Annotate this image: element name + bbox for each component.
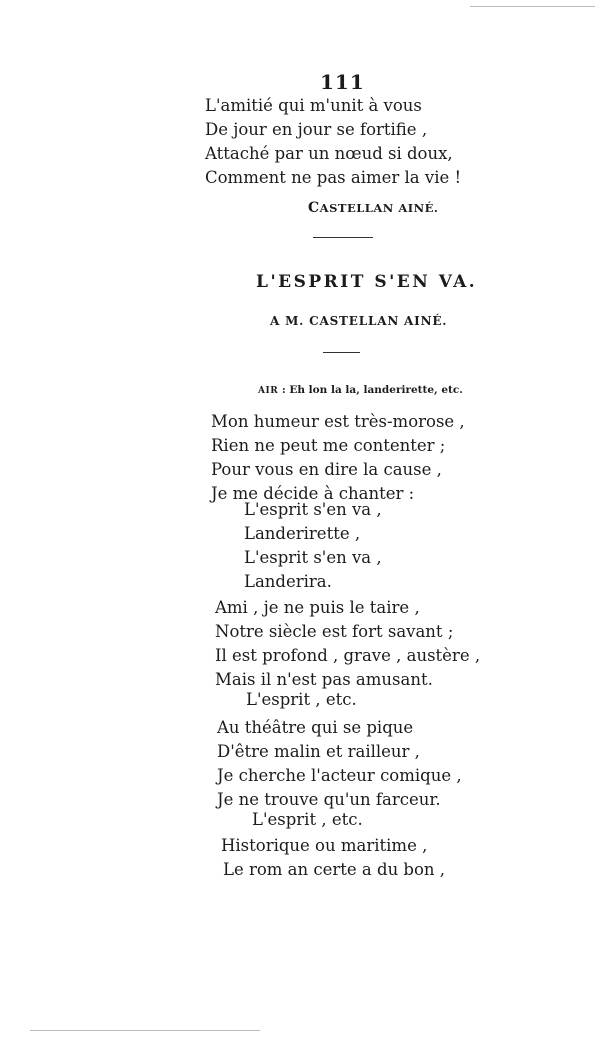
prev-song-author [308,200,438,216]
author-initial: C [308,200,320,216]
author-rest: ASTELLAN AINÉ. [319,201,439,215]
scan-edge-mark-bottom [30,1030,260,1031]
song-title: L'ESPRIT S'EN VA. [256,272,478,292]
refrain-line: Landerirette , [244,524,361,543]
verse-line: Le rom an certe a du bon , [223,860,446,879]
verse-line: Je ne trouve qu'un farceur. [217,790,441,809]
verse-line: Il est profond , grave , austère , [215,646,481,665]
verse-line: Attaché par un nœud si doux, [205,144,453,163]
air-label: AIR [258,386,279,396]
verse-line: Historique ou maritime , [221,836,428,855]
refrain-line: L'esprit , etc. [252,810,363,829]
verse-line: Pour vous en dire la cause , [211,460,442,479]
verse-line: Je cherche l'acteur comique , [217,766,462,785]
verse-line: L'amitié qui m'unit à vous [205,96,422,115]
verse-line: Au théâtre qui se pique [217,718,414,737]
song-air [258,384,463,396]
refrain-line: L'esprit s'en va , [244,500,382,519]
verse-line: Ami , je ne puis le taire , [215,598,420,617]
air-text: : Eh lon la la, landerirette, etc. [278,384,463,396]
section-divider [313,237,373,238]
verse-line: Rien ne peut me contenter ; [211,436,446,455]
verse-line: Comment ne pas aimer la vie ! [205,168,462,187]
title-divider [323,352,360,353]
scan-edge-mark-top [470,6,595,7]
verse-line: Mon humeur est très-morose , [211,412,465,431]
refrain-line: L'esprit s'en va , [244,548,382,567]
song-dedication: A M. CASTELLAN AINÉ. [270,314,448,328]
prev-song-verse [205,94,461,190]
refrain-line: L'esprit , etc. [246,690,357,709]
verse-line: Mais il n'est pas amusant. [215,670,433,689]
verse-line: De jour en jour se fortifie , [205,120,428,139]
refrain-line: Landerira. [244,572,332,591]
verse-line: Je me décide à chanter : [211,484,415,503]
verse-line: D'être malin et railleur , [217,742,420,761]
verse-line: Notre siècle est fort savant ; [215,622,454,641]
page-number: 111 [320,70,365,94]
